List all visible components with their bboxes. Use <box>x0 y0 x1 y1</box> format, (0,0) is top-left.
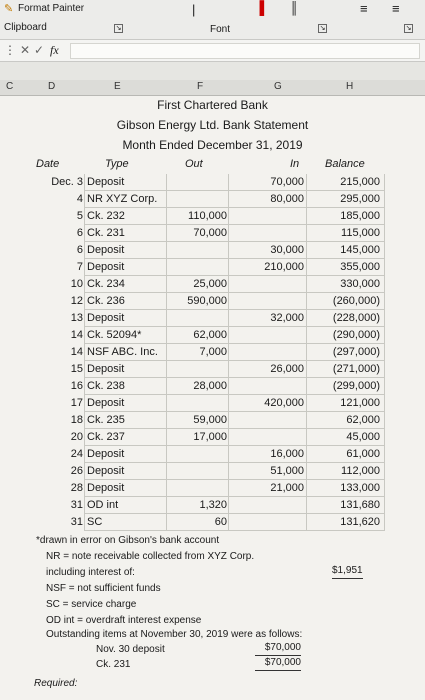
column-header-h[interactable]: H <box>346 81 354 92</box>
cell-balance[interactable]: 61,000 <box>346 448 380 460</box>
formula-bar <box>0 40 425 62</box>
cell-date[interactable]: 24 <box>70 448 83 460</box>
header-date: Date <box>36 158 60 170</box>
cell-date[interactable]: 31 <box>70 516 83 528</box>
ribbon <box>0 0 425 40</box>
cell-type[interactable]: Ck. 237 <box>87 431 125 443</box>
cell-balance[interactable]: 45,000 <box>346 431 380 443</box>
cell-out[interactable]: 62,000 <box>193 329 227 341</box>
column-gridline <box>84 174 85 531</box>
cell-date[interactable]: 4 <box>76 193 83 205</box>
cell-out[interactable]: 70,000 <box>193 227 227 239</box>
format-painter-button[interactable]: Format Painter <box>18 3 85 14</box>
cell-type[interactable]: SC <box>87 516 103 528</box>
cell-type[interactable]: Ck. 235 <box>87 414 125 426</box>
header-in: In <box>290 158 300 170</box>
cell-type[interactable]: Deposit <box>87 176 125 188</box>
cell-date[interactable]: 20 <box>70 431 83 443</box>
cell-type[interactable]: Ck. 231 <box>87 227 125 239</box>
cell-date[interactable]: 6 <box>76 227 83 239</box>
note-nsf: NSF = not sufficient funds <box>46 583 161 594</box>
cell-date[interactable]: 12 <box>70 295 83 307</box>
align-icon[interactable]: ≡ <box>360 1 368 16</box>
cell-type[interactable]: Deposit <box>87 244 125 256</box>
cell-in[interactable]: 26,000 <box>270 363 304 375</box>
cell-date[interactable]: 17 <box>70 397 83 409</box>
column-gridline <box>166 174 167 531</box>
cell-out[interactable]: 60 <box>214 516 227 528</box>
note-ck231: Ck. 231 <box>96 659 131 670</box>
cell-balance[interactable]: 355,000 <box>340 261 380 273</box>
cell-date[interactable]: 14 <box>70 346 83 358</box>
cell-date[interactable]: 28 <box>70 482 83 494</box>
font-group-label: Font <box>210 24 231 35</box>
cell-type[interactable]: Deposit <box>87 448 125 460</box>
cell-type[interactable]: Deposit <box>87 312 125 324</box>
column-header-e[interactable]: E <box>114 81 121 92</box>
note-nr: NR = note receivable collected from XYZ Corp. <box>46 551 255 562</box>
header-type: Type <box>105 158 129 170</box>
enter-icon[interactable]: ✓ <box>34 43 45 57</box>
cell-balance[interactable]: 62,000 <box>346 414 380 426</box>
cell-balance[interactable]: 295,000 <box>340 193 380 205</box>
cell-in[interactable]: 210,000 <box>264 261 304 273</box>
cell-in[interactable]: 32,000 <box>270 312 304 324</box>
cell-date[interactable]: 14 <box>70 329 83 341</box>
cell-date[interactable]: 31 <box>70 499 83 511</box>
header-out: Out <box>185 158 203 170</box>
cell-type[interactable]: Deposit <box>87 397 125 409</box>
cell-out[interactable]: 28,000 <box>193 380 227 392</box>
cell-type[interactable]: Ck. 234 <box>87 278 125 290</box>
cell-type[interactable]: Deposit <box>87 261 125 273</box>
note-drawn-error: *drawn in error on Gibson's bank account <box>36 535 220 546</box>
font-color-icon[interactable]: ║ <box>290 1 299 15</box>
cell-balance[interactable]: 121,000 <box>340 397 380 409</box>
cell-type[interactable]: NSF ABC. Inc. <box>87 346 158 358</box>
format-painter-icon[interactable]: ✎ <box>4 3 14 15</box>
cell-balance[interactable]: (299,000) <box>332 380 380 392</box>
cell-date[interactable]: 16 <box>70 380 83 392</box>
cell-in[interactable]: 70,000 <box>270 176 304 188</box>
cell-type[interactable]: Deposit <box>87 465 125 477</box>
cell-balance[interactable]: 112,000 <box>341 465 380 477</box>
cell-out[interactable]: 25,000 <box>193 278 227 290</box>
cell-balance[interactable]: (260,000) <box>332 295 380 307</box>
cell-in[interactable]: 16,000 <box>270 448 304 460</box>
cell-balance[interactable]: (297,000) <box>332 346 380 358</box>
cell-type[interactable]: Ck. 232 <box>87 210 125 222</box>
cell-type[interactable]: Ck. 52094* <box>87 329 142 341</box>
cell-date[interactable]: 6 <box>76 244 83 256</box>
note-outstanding: Outstanding items at November 30, 2019 were as follows: <box>46 629 303 640</box>
cell-out[interactable]: 7,000 <box>199 346 227 358</box>
cell-balance[interactable]: 145,000 <box>340 244 380 256</box>
cell-in[interactable]: 420,000 <box>264 397 304 409</box>
sheet-gap <box>0 62 425 80</box>
cell-balance[interactable]: 131,620 <box>340 516 380 528</box>
function-icon[interactable]: fx <box>50 43 59 57</box>
statement-period: Month Ended December 31, 2019 <box>122 138 303 152</box>
note-nov30-deposit: Nov. 30 deposit <box>96 644 165 655</box>
column-header-f[interactable]: F <box>197 81 204 92</box>
cell-balance[interactable]: (228,000) <box>332 312 380 324</box>
column-header-d[interactable]: D <box>48 81 56 92</box>
cell-balance[interactable]: 215,000 <box>340 176 380 188</box>
cell-type[interactable]: Deposit <box>87 482 125 494</box>
cell-in[interactable]: 21,000 <box>270 482 304 494</box>
cell-date[interactable]: 7 <box>76 261 83 273</box>
cell-balance[interactable]: 115,000 <box>341 227 380 239</box>
align-right-icon[interactable]: ≡ <box>392 1 400 16</box>
cell-in[interactable]: 51,000 <box>270 465 304 477</box>
cell-balance[interactable]: 131,680 <box>340 499 380 511</box>
formula-input[interactable] <box>70 43 420 59</box>
cell-in[interactable]: 80,000 <box>270 193 304 205</box>
cell-out[interactable]: 110,000 <box>188 210 227 222</box>
clipboard-launcher-icon[interactable]: ↘ <box>115 25 122 32</box>
row-gridline <box>84 530 384 531</box>
cell-out[interactable]: 1,320 <box>199 499 227 511</box>
cell-date[interactable]: 18 <box>70 414 83 426</box>
cell-balance[interactable]: 133,000 <box>340 482 380 494</box>
cell-type[interactable]: Ck. 238 <box>87 380 125 392</box>
alignment-launcher-icon[interactable]: ↘ <box>405 25 412 32</box>
clipboard-group-label: Clipboard <box>4 22 47 33</box>
column-header-c[interactable]: C <box>6 81 14 92</box>
cell-date[interactable]: 10 <box>70 278 83 290</box>
cell-balance[interactable]: (271,000) <box>332 363 380 375</box>
column-gridline <box>228 174 229 531</box>
note-nov30-value: $70,000 <box>255 641 301 656</box>
cell-date[interactable]: 26 <box>70 465 83 477</box>
cell-in[interactable]: 30,000 <box>270 244 304 256</box>
cell-balance[interactable]: 185,000 <box>340 210 380 222</box>
cell-out[interactable]: 17,000 <box>193 431 227 443</box>
note-ck231-value: $70,000 <box>255 656 301 671</box>
column-headers <box>0 80 425 96</box>
note-interest-label: including interest of: <box>46 567 135 578</box>
more-icon[interactable]: ⋮ <box>4 43 16 57</box>
cancel-icon[interactable]: ✕ <box>20 43 31 57</box>
cell-out[interactable]: 59,000 <box>193 414 227 426</box>
cell-type[interactable]: Ck. 236 <box>87 295 125 307</box>
cell-balance[interactable]: 330,000 <box>340 278 380 290</box>
fill-color-icon[interactable]: ▐ <box>255 0 265 15</box>
cell-date[interactable]: 5 <box>76 210 83 222</box>
cell-type[interactable]: OD int <box>87 499 119 511</box>
border-icon[interactable]: | <box>192 2 196 17</box>
note-sc: SC = service charge <box>46 599 137 610</box>
cell-balance[interactable]: (290,000) <box>332 329 380 341</box>
cell-date[interactable]: 13 <box>70 312 83 324</box>
note-interest-value: $1,951 <box>332 564 363 579</box>
required-label: Required: <box>34 678 78 689</box>
column-gridline <box>306 174 307 531</box>
cell-date[interactable]: 15 <box>70 363 83 375</box>
bank-name: First Chartered Bank <box>157 98 268 112</box>
cell-type[interactable]: NR XYZ Corp. <box>87 193 158 205</box>
column-header-g[interactable]: G <box>274 81 282 92</box>
statement-title: Gibson Energy Ltd. Bank Statement <box>116 118 309 132</box>
note-od-int: OD int = overdraft interest expense <box>46 615 202 626</box>
column-gridline <box>384 174 385 531</box>
header-balance: Balance <box>325 158 365 170</box>
cell-date[interactable]: Dec. 3 <box>51 176 83 188</box>
cell-out[interactable]: 590,000 <box>187 295 227 307</box>
font-launcher-icon[interactable]: ↘ <box>319 25 326 32</box>
cell-type[interactable]: Deposit <box>87 363 125 375</box>
